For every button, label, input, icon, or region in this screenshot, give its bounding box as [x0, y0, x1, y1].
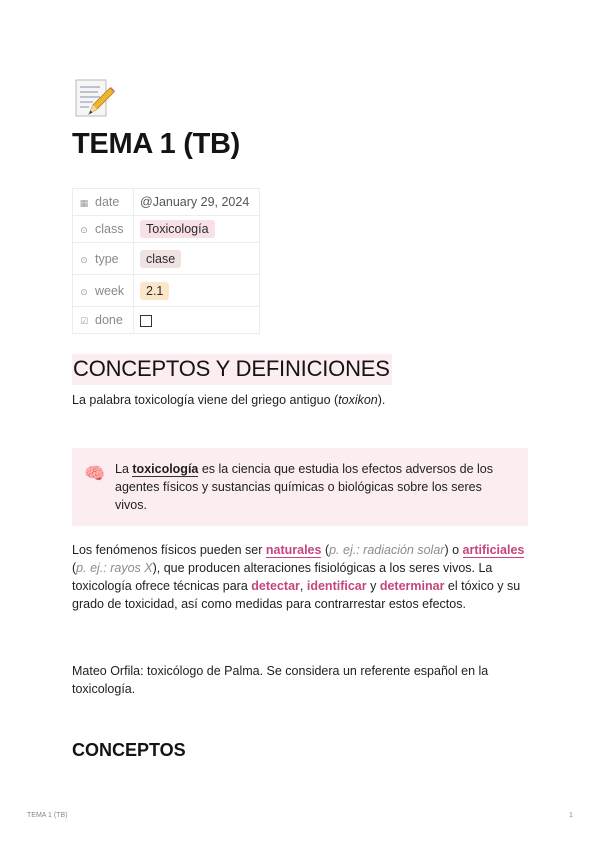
- date-value[interactable]: @January 29, 2024: [134, 189, 260, 216]
- week-tag[interactable]: 2.1: [140, 282, 169, 300]
- select-icon: ⊙: [80, 254, 88, 265]
- property-name: class: [95, 222, 124, 236]
- property-row-date: [73, 189, 260, 216]
- footer-title: TEMA 1 (TB): [27, 812, 68, 819]
- property-name: type: [95, 251, 119, 266]
- artificiales-term: artificiales: [462, 543, 525, 557]
- callout-box: [72, 448, 528, 526]
- brain-icon: 🧠: [84, 464, 106, 483]
- subsection-heading: CONCEPTOS: [72, 740, 186, 760]
- naturales-term: naturales: [265, 543, 322, 557]
- determinar-term: determinar: [379, 579, 445, 593]
- property-name: done: [95, 313, 123, 327]
- page-number: 1: [569, 812, 573, 819]
- checkbox-icon: ☑: [79, 316, 89, 326]
- property-name: date: [95, 195, 120, 209]
- type-tag[interactable]: clase: [140, 250, 181, 268]
- callout-text: La toxicología es la ciencia que estudia los efectos adversos de los agentes físicos y sustancias químicas o biológicas sobre los seres vivos.: [115, 462, 493, 512]
- identificar-term: identificar: [306, 579, 367, 593]
- section-heading: CONCEPTOS Y DEFINICIONES: [72, 354, 392, 385]
- calendar-icon: ▦: [79, 198, 89, 208]
- property-row-week: [73, 275, 260, 307]
- property-row-type: [73, 243, 260, 275]
- page-title: TEMA 1 (TB): [72, 128, 240, 160]
- orfila-paragraph: Mateo Orfila: toxicólogo de Palma. Se considera un referente español en la toxicología.: [72, 664, 489, 696]
- properties-table: [72, 188, 260, 334]
- phenomena-paragraph: Los fenómenos físicos pueden ser naturales (p. ej.: radiación solar) o artificiales (p. ej.: rayos X), que producen alteraciones fisiológicas a los seres vivos. La toxicología ofrece técnicas para detectar, identificar y determinar el tóxico y su grado de toxicidad, así como medidas para contrarrestar estos efectos.: [72, 543, 525, 611]
- intro-paragraph: La palabra toxicología viene del griego antiguo (toxikon).: [72, 393, 386, 407]
- select-icon: ⊙: [80, 286, 88, 297]
- select-icon: ⊙: [80, 225, 88, 235]
- class-tag[interactable]: Toxicología: [140, 220, 215, 238]
- property-name: week: [95, 283, 125, 298]
- callout-term: toxicología: [132, 462, 199, 476]
- property-row-done: [73, 307, 260, 334]
- done-checkbox[interactable]: [140, 315, 152, 327]
- property-row-class: [73, 216, 260, 243]
- memo-icon[interactable]: [73, 78, 115, 120]
- detectar-term: detectar: [251, 579, 300, 593]
